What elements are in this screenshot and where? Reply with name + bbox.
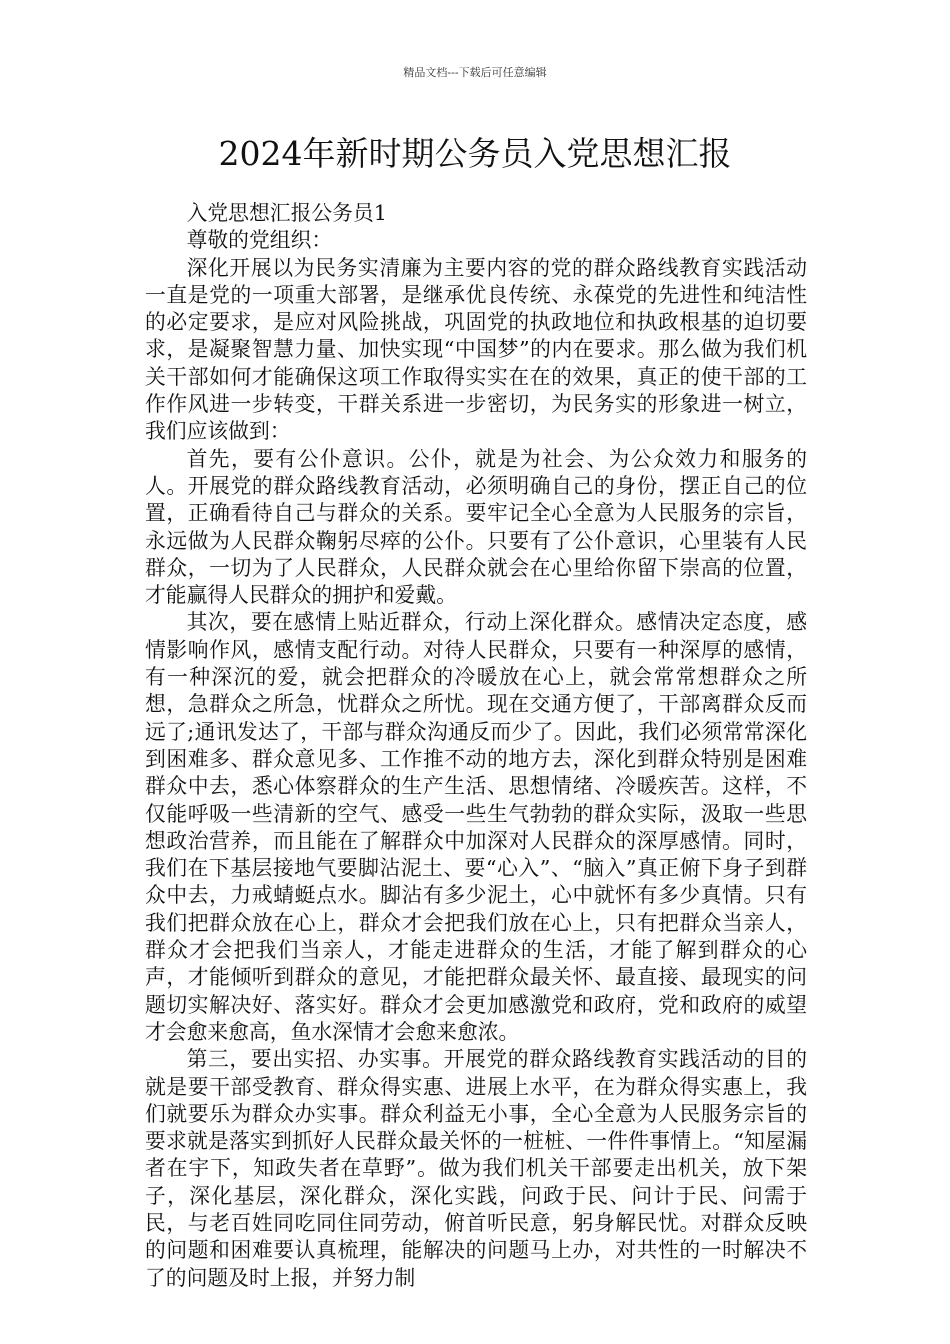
document-body	[145, 200, 807, 1292]
header-note: 精品文档---下载后可任意编辑	[403, 66, 547, 79]
paragraph-2: 首先，要有公仆意识。公仆，就是为社会、为公众效力和服务的人。开展党的群众路线教育活动，必须明确自己的身份，摆正自己的位置，正确看待自己与群众的关系。要牢记全心全意为人民服务的宗旨，永远做为人民群众鞠躬尽瘁的公仆。只要有了公仆意识，心里装有人民群众，一切为了人民群众，人民群众就会在心里给你留下崇高的位置，才能赢得人民群众的拥护和爱戴。	[145, 446, 807, 608]
paragraph-3: 其次，要在感情上贴近群众，行动上深化群众。感情决定态度，感情影响作风，感情支配行动。对待人民群众，只要有一种深厚的感情，有一种深沉的爱，就会把群众的冷暖放在心上，就会常常想群众之所想，急群众之所急，忧群众之所忧。现在交通方便了，干部离群众反而远了;通讯发达了，干部与群众沟通反而少了。因此，我们必须常常深化到困难多、群众意见多、工作推不动的地方去，深化到群众特别是困难群众中去，悉心体察群众的生产生活、思想情绪、冷暖疾苦。这样，不仅能呼吸一些清新的空气、感受一些生气勃勃的群众实际，汲取一些思想政治营养，而且能在了解群众中加深对人民群众的深厚感情。同时，我们在下基层接地气要脚沾泥土、要“心入”、“脑入”真正俯下身子到群众中去，力戒蜻蜓点水。脚沾有多少泥土，心中就怀有多少真情。只有我们把群众放在心上，群众才会把我们放在心上，只有把群众当亲人，群众才会把我们当亲人，才能走进群众的生活，才能了解到群众的心声，才能倾听到群众的意见，才能把群众最关怀、最直接、最现实的问题切实解决好、落实好。群众才会更加感激党和政府，党和政府的威望才会愈来愈高，鱼水深情才会愈来愈浓。	[145, 610, 807, 1044]
paragraph-4: 第三，要出实招、办实事。开展党的群众路线教育实践活动的目的就是要干部受教育、群众得实惠、进展上水平，在为群众得实惠上，我们就要乐为群众办实事。群众利益无小事，全心全意为人民服务宗旨的要求就是落实到抓好人民群众最关怀的一桩桩、一件件事情上。“知屋漏者在宇下，知政失者在草野”。做为我们机关干部要走出机关，放下架子，深化基层，深化群众，深化实践，问政于民、问计于民、问需于民，与老百姓同吃同住同劳动，俯首听民意，躬身解民忧。对群众反映的问题和困难要认真梳理，能解决的问题马上办，对共性的一时解决不了的问题及时上报，并努力制	[145, 1047, 807, 1290]
salutation: 尊敬的党组织：	[186, 228, 333, 253]
document-subtitle: 入党思想汇报公务员1	[186, 201, 387, 225]
document-title: 2024年新时期公务员入党思想汇报	[218, 134, 732, 173]
paragraph-1: 深化开展以为民务实清廉为主要内容的党的群众路线教育实践活动一直是党的一项重大部署，是继承优良传统、永葆党的先进性和纯洁性的必定要求，是应对风险挑战，巩固党的执政地位和执政根基的迫切要求，是凝聚智慧力量、加快实现“中国梦”的内在要求。那么做为我们机关干部如何才能确保这项工作取得实实在在的效果，真正的使干部的工作作风进一步转变，干群关系进一步密切，为民务实的形象进一树立，我们应该做到：	[145, 255, 807, 444]
